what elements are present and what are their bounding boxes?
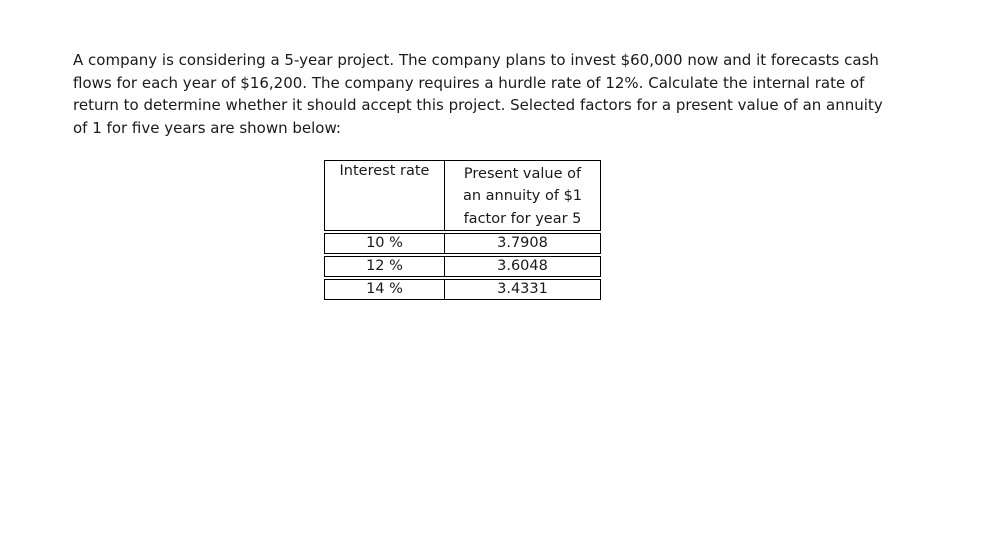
- problem-line: return to determine whether it should accept this project. Selected factors for a present value of an annuity: [73, 96, 883, 115]
- pv-factor-cell: 3.6048: [445, 256, 601, 276]
- pv-factor-header-line: an annuity of $1: [462, 188, 583, 205]
- interest-rate-cell: 12 %: [325, 256, 445, 276]
- table-row: [325, 233, 601, 253]
- pv-factor-header: [445, 161, 601, 231]
- interest-rate-cell: 10 %: [325, 233, 445, 253]
- table-row: [325, 279, 601, 299]
- interest-rate-cell: 14 %: [325, 279, 445, 299]
- problem-line: of 1 for five years are shown below:: [73, 118, 341, 137]
- problem-statement: [73, 49, 933, 139]
- pv-factor-cell: 3.7908: [445, 233, 601, 253]
- problem-line: A company is considering a 5-year project. The company plans to invest $60,000 now and it forecasts cash: [73, 51, 879, 69]
- table-row: [325, 256, 601, 276]
- pv-factor-header-line: Present value of: [463, 166, 582, 182]
- interest-rate-header: Interest rate: [325, 161, 445, 231]
- table-header-row: [325, 161, 601, 231]
- pv-factor-header-line: factor for year 5: [463, 210, 582, 227]
- annuity-factor-table: [324, 160, 601, 300]
- pv-factor-cell: 3.4331: [445, 279, 601, 299]
- problem-line: flows for each year of $16,200. The company requires a hurdle rate of 12%. Calculate the internal rate of: [73, 73, 865, 92]
